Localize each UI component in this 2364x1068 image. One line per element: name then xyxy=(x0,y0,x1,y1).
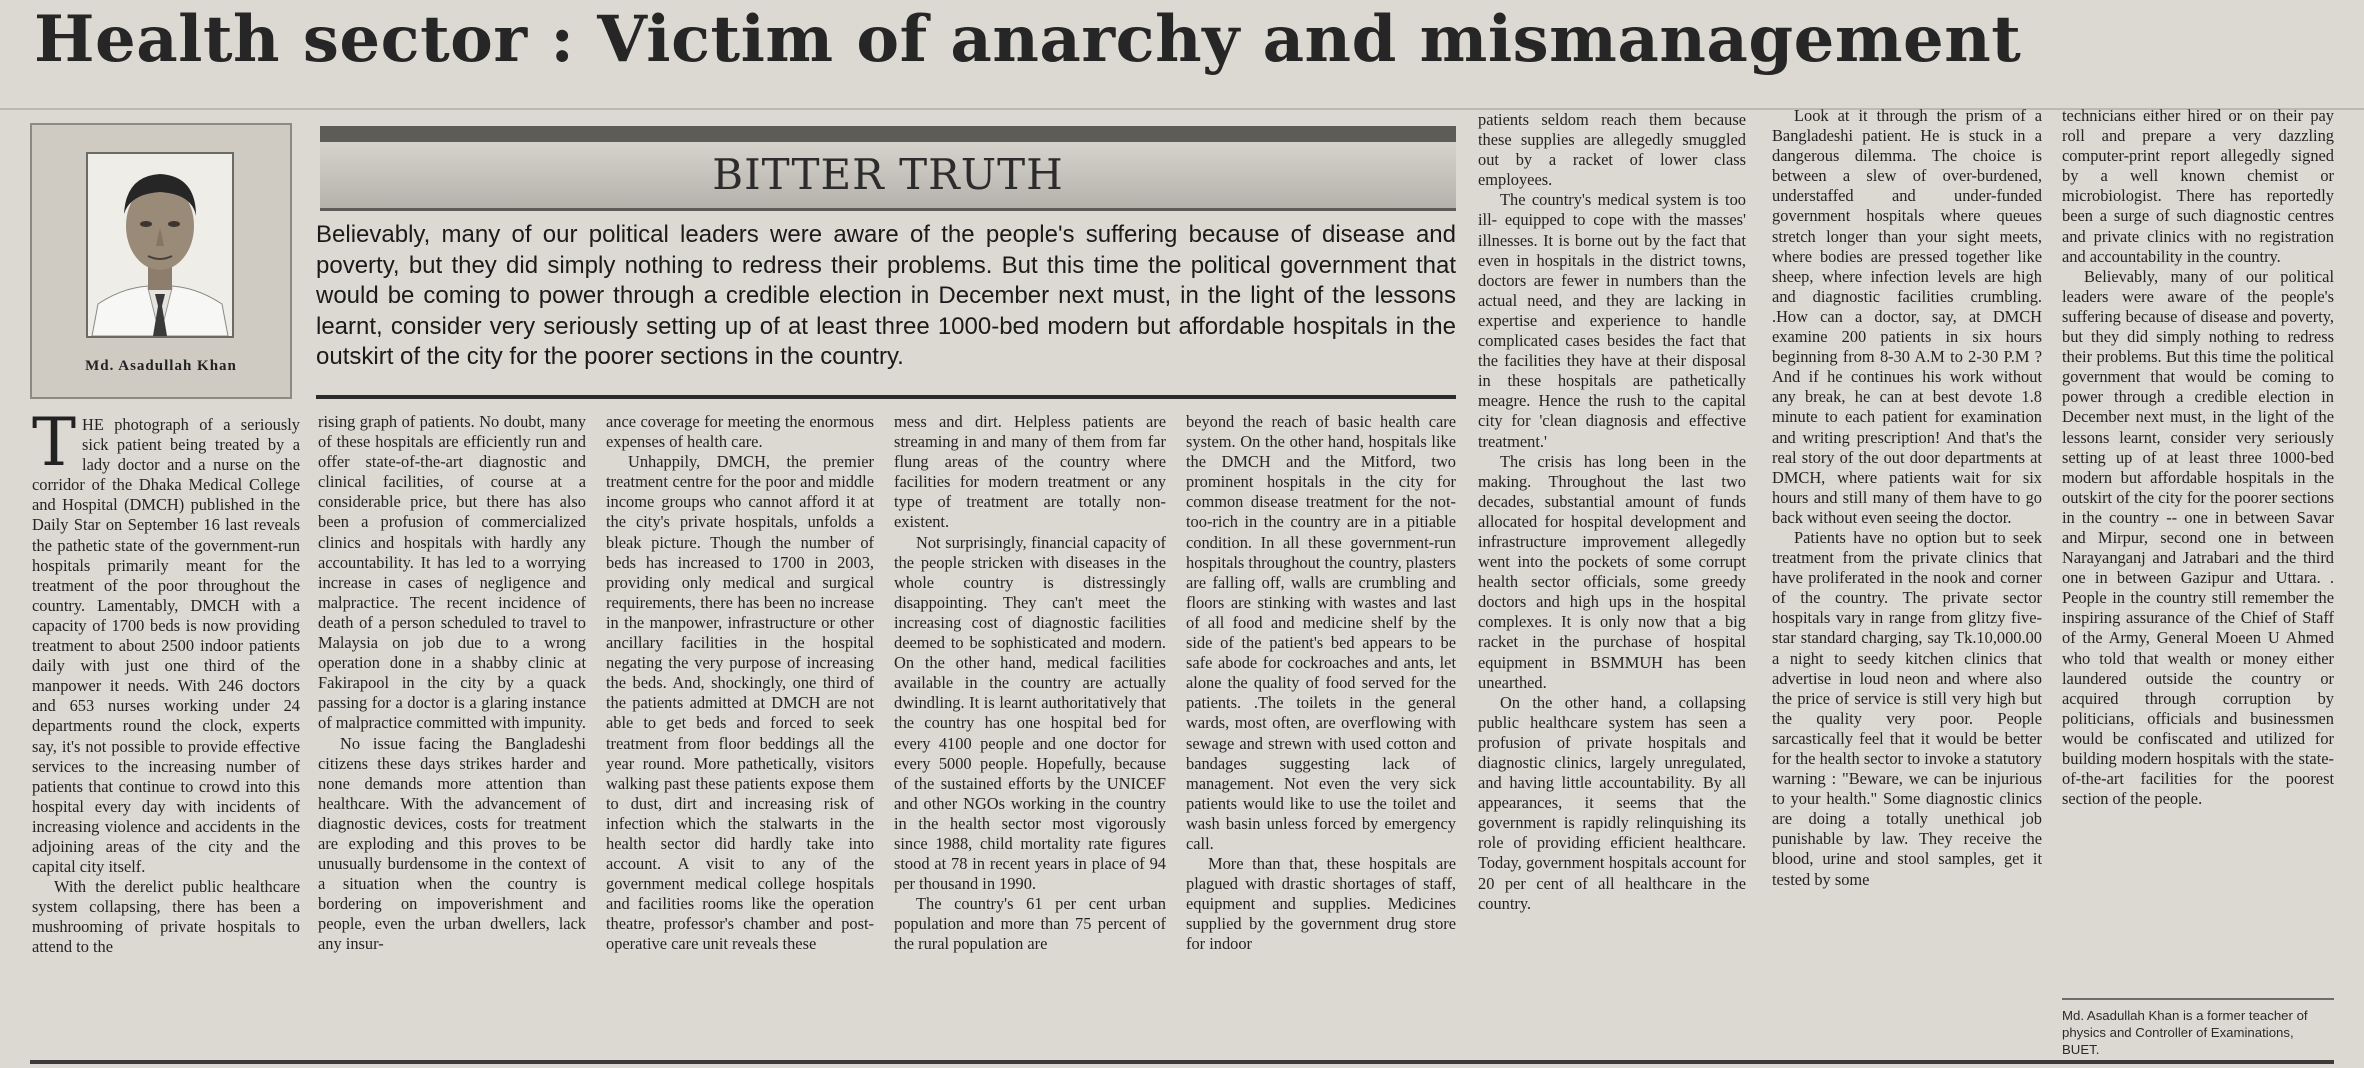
footnote-divider xyxy=(2062,998,2334,1000)
headline: Health sector : Victim of anarchy and mismanagement xyxy=(34,2,2022,77)
author-byline: Md. Asadullah Khan xyxy=(85,358,237,374)
article-column-7 xyxy=(1772,106,2042,1057)
section-label: BITTER TRUTH xyxy=(320,142,1456,208)
paragraph: Patients have no option but to seek treatment from the private clinics that have proliferated in the nook and corner of the country. The private sector hospitals vary in range from glitzy five-star standard charging, say Tk.10,000.00 a night to seedy kitchen clinics that advertise in loud neon and where also the price of service is still very high but the quality very poor. People sarcastically feel that it would be better for the health sector to invoke a statutory warning : "Beware, we can be injurious to your health." Some diagnostic clinics are doing a totally unethical job punishable by law. They receive the blood, urine and stool samples, get it tested by some xyxy=(1772,527,2042,889)
paragraph: The country's 61 per cent urban population and more than 75 percent of the rural population are xyxy=(894,894,1166,954)
paragraph: On the other hand, a collapsing public healthcare system has seen a profusion of private hospitals and diagnostic clinics, largely unregulated, and having little accountability. By all appearances, it seems that the government is rapidly relinquishing its role of providing efficient healthcare. Today, government hospitals account for 20 per cent of all healthcare in the country. xyxy=(1478,692,1746,913)
paragraph: The country's medical system is too ill- equipped to cope with the masses' illnesses. It is borne out by the fact that even in hospitals in the district towns, doctors are fewer in numbers than the actual need, and they are lacking in expertise and experience to handle complicated cases besides the fact that the facilities they have at their disposal in these hospitals are pathetically meagre. Hence the rush to the capital city for 'clean diagnosis and effective treatment.' xyxy=(1478,190,1746,451)
article-column-3 xyxy=(606,412,874,1057)
paragraph: Look at it through the prism of a Bangladeshi patient. He is stuck in a dangerous dilemma. The choice is between a slew of over-burdened, understaffed and under-funded government hospitals where queues stretch longer than your sight meets, where bodies are pressed together like sheep, where infection levels are high and diagnostic facilities crumbling. .How can a doctor, say, at DMCH examine 200 patients in six hours beginning from 8-30 A.M to 2-30 P.M ? And if he continues his work without any break, he can at best devote 1.8 minute to each patient for examination and writing prescription! And that's the real story of the out door departments at DMCH, where patients wait for six hours and still many of them have to go back without even seeing the doctor. xyxy=(1772,106,2042,527)
paragraph: Not surprisingly, financial capacity of the people stricken with diseases in the whole country is distressingly disappointing. They can't meet the increasing cost of diagnostic facilities deemed to be sophisticated and modern. On the other hand, medical facilities available in the country are actually dwindling. It is learnt authoritatively that the country has one hospital bed for every 4100 people and one doctor for every 5000 people. Hopefully, because of the sustained efforts by the UNICEF and other NGOs working in the country in the health sector most vigorously since 1988, child mortality rate figures stood at 78 in recent years in place of 94 per thousand in 1990. xyxy=(894,532,1166,894)
paragraph-text: HE photograph of a seriously sick patient being treated by a lady doctor and a nurse on the corridor of the Dhaka Medical College and Hospital (DMCH) published in the Daily Star on September 16 last reveals the pathetic state of the government-run hospitals primarily meant for the treatment of the poor throughout the country. Lamentably, DMCH with a capacity of 1700 beds is now providing treatment to about 2500 indoor patients daily with just one third of the manpower it needs. With 246 doctors and 653 nurses working under 24 departments round the clock, experts say, it's not possible to provide effective services to the increasing number of patients that continue to crowd into this hospital every day with incidents of increasing violence and accidents in the adjoining areas of the city and the capital city itself. xyxy=(32,415,300,877)
paragraph: Unhappily, DMCH, the premier treatment centre for the poor and middle income groups who cannot afford it at the city's private hospitals, unfolds a bleak picture. Though the number of beds has increased to 1700 in 2003, providing only medical and surgical requirements, there has been no increase in the manpower, infrastructure or other ancillary facilities in the hospital negating the very purpose of increasing the beds. And, shockingly, one third of the patients admitted at DMCH are not able to get beds and forced to seek treatment from floor beddings all the year round. More pathetically, visitors walking past these patients expose them to dust, dirt and increasing risk of infection which the stalwarts in the health sector did hardly take into account. A visit to any of the government medical college hospitals and facilities rooms like the operation theatre, professor's chamber and post-operative care unit reveals these xyxy=(606,452,874,954)
section-banner-bar xyxy=(320,126,1456,142)
paragraph: No issue facing the Bangladeshi citizens these days strikes harder and none demands more attention than healthcare. With the advancement of diagnostic devices, costs for treatment are exploding and this proves to be unusually burdensome in the context of a situation when the country is bordering on impoverishment and people, even the urban dwellers, lack any insur- xyxy=(318,733,586,954)
paragraph: rising graph of patients. No doubt, many of these hospitals are efficiently run and offer state-of-the-art diagnostic and clinical facilities, of course at a considerable price, but there has also been a profusion of commercialized clinics and hospitals with hardly any accountability. It has led to a worrying increase in cases of negligence and malpractice. The recent incidence of death of a person scheduled to travel to Malaysia on job due to a wrong operation done in a shabby clinic at Fakirapool in the city by a quack passing for a doctor is a glaring instance of malpractice committed with impunity. xyxy=(318,412,586,733)
author-footnote: Md. Asadullah Khan is a former teacher of physics and Controller of Examinations, BUET. xyxy=(2062,1008,2308,1057)
paragraph: patients seldom reach them because these supplies are allegedly smuggled out by a racket of lower class employees. xyxy=(1478,110,1746,190)
paragraph: More than that, these hospitals are plagued with drastic shortages of staff, equipment and supplies. Medicines supplied by the government drug store for indoor xyxy=(1186,854,1456,954)
author-portrait-illustration xyxy=(88,154,232,336)
article-column-5 xyxy=(1186,412,1456,1057)
paragraph: beyond the reach of basic health care system. On the other hand, hospitals like the DMCH and the Mitford, two prominent hospitals in the city for common disease treatment for the not-too-rich in the country are in a pitiable condition. In all these government-run hospitals throughout the country, plasters are falling off, walls are crumbling and floors are stinking with wastes and last of all food and medicine shelf by the side of the patient's bed appears to be safe abode for cockroaches and ants, let alone the quality of food served for the patients. .The toilets in the general wards, most often, are overflowing with sewage and strewn with used cotton and bandages suggesting lack of management. Not even the very sick patients would like to use the toilet and wash basin unless forced by emergency call. xyxy=(1186,412,1456,853)
author-photo xyxy=(86,152,234,338)
paragraph: technicians either hired or on their pay roll and prepare a very dazzling computer-print report allegedly signed by a well known chemist or microbiologist. There has reportedly been a surge of such diagnostic centres and private clinics with no registration and accountability in the country. xyxy=(2062,106,2334,266)
intro-divider xyxy=(316,395,1456,399)
paragraph xyxy=(32,415,300,877)
article-column-1 xyxy=(32,415,300,1055)
paragraph: With the derelict public healthcare system collapsing, there has been a mushrooming of private hospitals to attend to the xyxy=(32,877,300,957)
article-column-4 xyxy=(894,412,1166,1057)
article-column-2 xyxy=(318,412,586,1057)
intro-deck: Believably, many of our political leaders were aware of the people's suffering because of disease and poverty, but they did simply nothing to redress their problems. But this time the political government that would be coming to power through a credible election in December next must, in the light of the lessons learnt, consider very seriously setting up of at least three 1000-bed modern but affordable hospitals in the outskirt of the city for the poorer sections in the country. xyxy=(316,221,1456,370)
paragraph: The crisis has long been in the making. Throughout the last two decades, substantial amount of funds allocated for hospital development and infrastructure improvement allegedly went into the pockets of some corrupt health sector officials, some greedy doctors and high ups in the hospital complexes. It is only now that a big racket in the purchase of hospital equipment in BSMMUH has been unearthed. xyxy=(1478,451,1746,692)
article-column-6 xyxy=(1478,110,1746,1057)
drop-cap: T xyxy=(32,415,77,481)
paragraph: ance coverage for meeting the enormous expenses of health care. xyxy=(606,412,874,452)
section-banner-underline xyxy=(320,208,1456,211)
author-photo-box xyxy=(30,123,292,399)
article-column-8 xyxy=(2062,106,2334,986)
paragraph: mess and dirt. Helpless patients are streaming in and many of them from far flung areas of the country where facilities for modern treatment or any type of treatment are totally non- existent. xyxy=(894,412,1166,532)
paragraph: Believably, many of our political leaders were aware of the people's suffering because of disease and poverty, but they did simply nothing to redress their problems. But this time the political government that would be coming to power through a credible election in December next must, in the light of the lessons learnt, consider very seriously setting up of at least three 1000-bed modern but affordable hospitals in the outskirt of the city for the poorer sections in the country -- one in between Savar and Mirpur, second one in between Narayanganj and Jatrabari and the third one in between Gazipur and Uttara. . People in the country still remember the inspiring assurance of the Chief of Staff of the Army, General Moeen U Ahmed who told that wealth or money either laundered outside the country or acquired through corruption by politicians, officials and businessmen would be confiscated and utilized for building modern hospitals with the state- of-the-art facilities for the poorest section of the people. xyxy=(2062,266,2334,809)
page-bottom-rule xyxy=(30,1060,2334,1064)
